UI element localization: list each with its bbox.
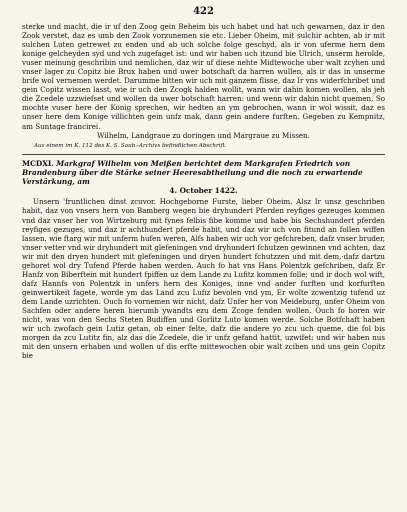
section-divider [22,154,385,155]
lower-document-body: Unsern 'fruntlichen dinst zcuvor. Hochgeborne Furste, lieber Oheim. Alsz Ir unsz geschriben habit, daz von vnsers hern von Bamberg wegen bie dryhundert Pferden reyfiges gezeuges kommen vnd daz vnser her von Wirtzeburg mit fynes felbis fibe komme und habe bis Sechshundert pferden reyfiges gezuges, und daz ir achthundert pferde habit, und daz wir uch von fitund an follen wiffen lassen, wie ftarg wir mit unferm hufen weren, Alfs haben wir uch vor gefchreben, dafz vnser bruder, vnser vetter vnd wir dryhundert mit glefeningen vnd dryhundert fchutzen gewinnen vnd achten, daz wir mit den dryen hundert mit glefeningen und dryen hundert fchutzzen und mit dem,·dafz dartzu gehoret wol dry Tufend Pferde haben werden. Auch fo hat vns Hans Polentzk gefchriben, dafz Er Hanfz von Biberftein mit hundert fpiffen uz dem Lande zu Lufitz kommen folle; und ir doch wol wift, dafz Hannfs von Polentzk in unfers hern des Koniges, inne vnd ander furften und korfurften geinwertikeit fagete, worde ym das Land zcu Lufiz bevolen vnd ym, Er wolte zcwentzig tufend uz dem Lande uzrichten. Ouch fo vornemen wir nicht, dafz Unfer her von Meideburg, unfer Oheim von Sachfen oder andere heren hierumb ywandts ezu dem Zcoge fenden wollen. Ouch fo horen wir nicht, was von den Sechs Steten Budiffen und Gorlitz Luto komen werde. Solche Botfchaft haben wir uch zwofach gein Lutiz getan, ob einer felte, dafz die andere yo zcu uch queme, die fol bis morgen da zcu Lutitz fin, alz das die Zcedele, die ir unfz gefand hattit, uzwifet: und wir haben nus mit den unsern erhaben und wollen uf dis erfte mittewochen obir walt zciben und uns gein Copitz bie [22,197,385,361]
upper-document-signature: Wilhelm, Landgraue zu doringen und Margraue zu Missen. [97,130,310,140]
document-date: 4. October 1422. [169,186,238,196]
page-number: 422 [193,6,214,17]
upper-document-body: sterke und macht, die ir uf den Zoog gein Beheim bis uch habet und hat uch gewarnen, daz ir den Zook verstet, daz es umb den Zook vorzunemen sie etc. Lieber Oheim, mit sulchir achten, ab ir mit sulchen Luten getrewet zu enden und ab uch solche folge geschyd, als ir von uferme hern dem konige gelcheyden syd und vch zugefaget ist: und wir haben uch itzund bie Ulrich, unserm heroldе, vuser meinung geschribin und nemlichen, daz wir uf diese nehte Midtewoche uber walt zcyhen und vnser lager zu Copitz bie Brux haben und uwer botschaft da harren wullen, als ir das in unserme brife wol vernemen werdet. Darumme bitten wir uch mit ganzem flisse, daz Ir vns widerfchribet und gein Copitz wissen lasst, wie ir uch den Zcogk halden wollit, wann wir dahin komen wollen, als jeh die Zcedele uzzwiefset und wollen da uwer botschaft harren: und wenn wir dahin nicht quemen, So mochte vuser here der Konig sprechen, wir hedten an ym gebrochen, wann ir wol wissit, daz es unser here dem Konige villichten gein unfz mak, dann gein andere furften. Gegeben zu Kempnitz, am Suntage francirei. [22,22,385,131]
document-heading-text: Markgraf Wilhelm von Meißen berichtet dem Markgrafen Friedrich von Brandenburg über die Stärke seiner Heeresabtheilung und die noch zu erwartende Verstärkung, am [22,158,363,187]
source-note: Aus einem im K. 112 des K. S. Saub.-Archivs befindlichen Abschrift. [34,142,227,149]
document-number: MCDXI. [22,158,54,168]
document-heading [22,159,385,187]
